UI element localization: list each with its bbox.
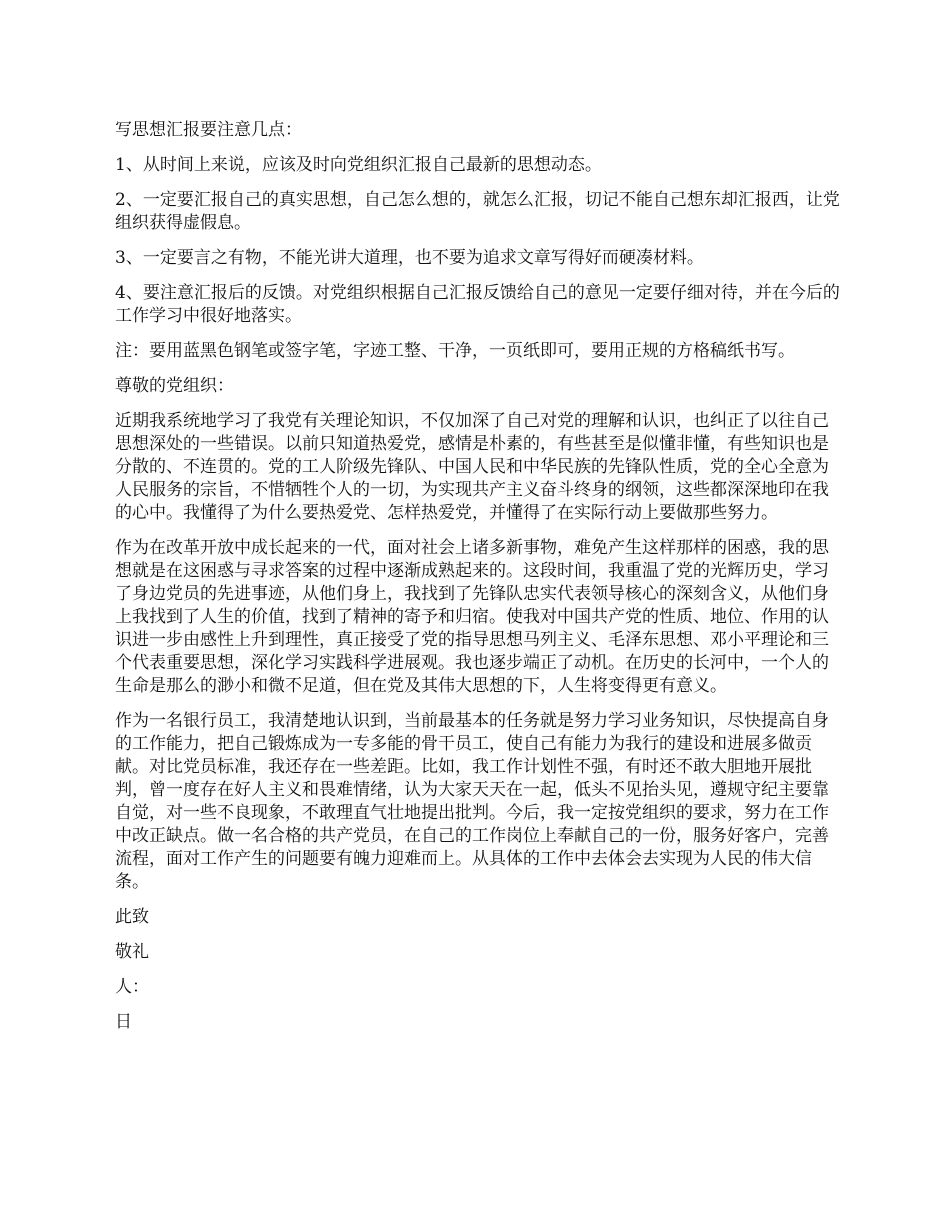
- document-body: [115, 119, 840, 1046]
- body-paragraph: 作为在改革开放中成长起来的一代，面对社会上诸多新事物，难免产生这样那样的困惑，我的思想就是在这困惑与寻求答案的过程中逐渐成熟起来的。这段时间，我重温了党的光辉历史，学习了身边党员的先进事迹，从他们身上，我找到了先锋队忠实代表领导核心的深刻含义，从他们身上我找到了人生的价值，找到了精神的寄予和归宿。使我对中国共产党的性质、地位、作用的认识进一步由感性上升到理性，真正接受了党的指导思想马列主义、毛泽东思想、邓小平理论和三个代表重要思想，深化学习实践科学进展观。我也逐步端正了动机。在历史的长河中，一个人的生命是那么的渺小和微不足道，但在党及其伟大思想的下，人生将变得更有意义。: [115, 538, 829, 696]
- closing-line: 此致: [115, 907, 149, 927]
- body-paragraph: 近期我系统地学习了我党有关理论知识，不仅加深了自己对党的理解和认识，也纠正了以往自己思想深处的一些错误。以前只知道热爱党，感情是朴素的，有些甚至是似懂非懂，有些知识也是分散的、不连贯的。党的工人阶级先锋队、中国人民和中华民族的先锋队性质，党的全心全意为人民服务的宗旨，不惜牺牲个人的一切，为实现共产主义奋斗终身的纲领，这些都深深地印在我的心中。我懂得了为什么要热爱党、怎样热爱党，并懂得了在实际行动上要做那些努力。: [115, 411, 829, 523]
- note-item-3: 3、一定要言之有物，不能光讲大道理，也不要为追求文章写得好而硬凑材料。: [115, 248, 704, 268]
- note-remark: 注：要用蓝黑色钢笔或签字笔，字迹工整、干净，一页纸即可，要用正规的方格稿纸书写。: [115, 341, 795, 361]
- date-label: 日: [115, 1012, 132, 1032]
- body-paragraph: 作为一名银行员工，我清楚地认识到，当前最基本的任务就是努力学习业务知识，尽快提高自身的工作能力，把自己锻炼成为一专多能的骨干员工，使自己有能力为我行的建设和进展多做贡献。对比党员标准，我还存在一些差距。比如，我工作计划性不强，有时还不敢大胆地开展批判，曾一度存在好人主义和畏难情绪，认为大家天天在一起，低头不见抬头见，遵规守纪主要靠自觉，对一些不良现象，不敢理直气壮地提出批判。今后，我一定按党组织的要求，努力在工作中改正缺点。做一名合格的共产党员，在自己的工作岗位上奉献自己的一份，服务好客户，完善流程，面对工作产生的问题要有魄力迎难而上。从具体的工作中去体会去实现为人民的伟大信条。: [115, 711, 829, 892]
- heading-notes: 写思想汇报要注意几点：: [115, 120, 302, 140]
- signature-label: 人：: [115, 977, 149, 997]
- note-item-4: 4、要注意汇报后的反馈。对党组织根据自己汇报反馈给自己的意见一定要仔细对待，并在今后的工作学习中很好地落实。: [115, 283, 840, 326]
- closing-regards: 敬礼: [115, 942, 149, 962]
- note-item-1: 1、从时间上来说，应该及时向党组织汇报自己最新的思想动态。: [115, 155, 602, 175]
- note-item-2: 2、一定要汇报自己的真实思想，自己怎么想的，就怎么汇报，切记不能自己想东却汇报西，让党组织获得虚假息。: [115, 190, 840, 233]
- salutation: 尊敬的党组织：: [115, 376, 234, 396]
